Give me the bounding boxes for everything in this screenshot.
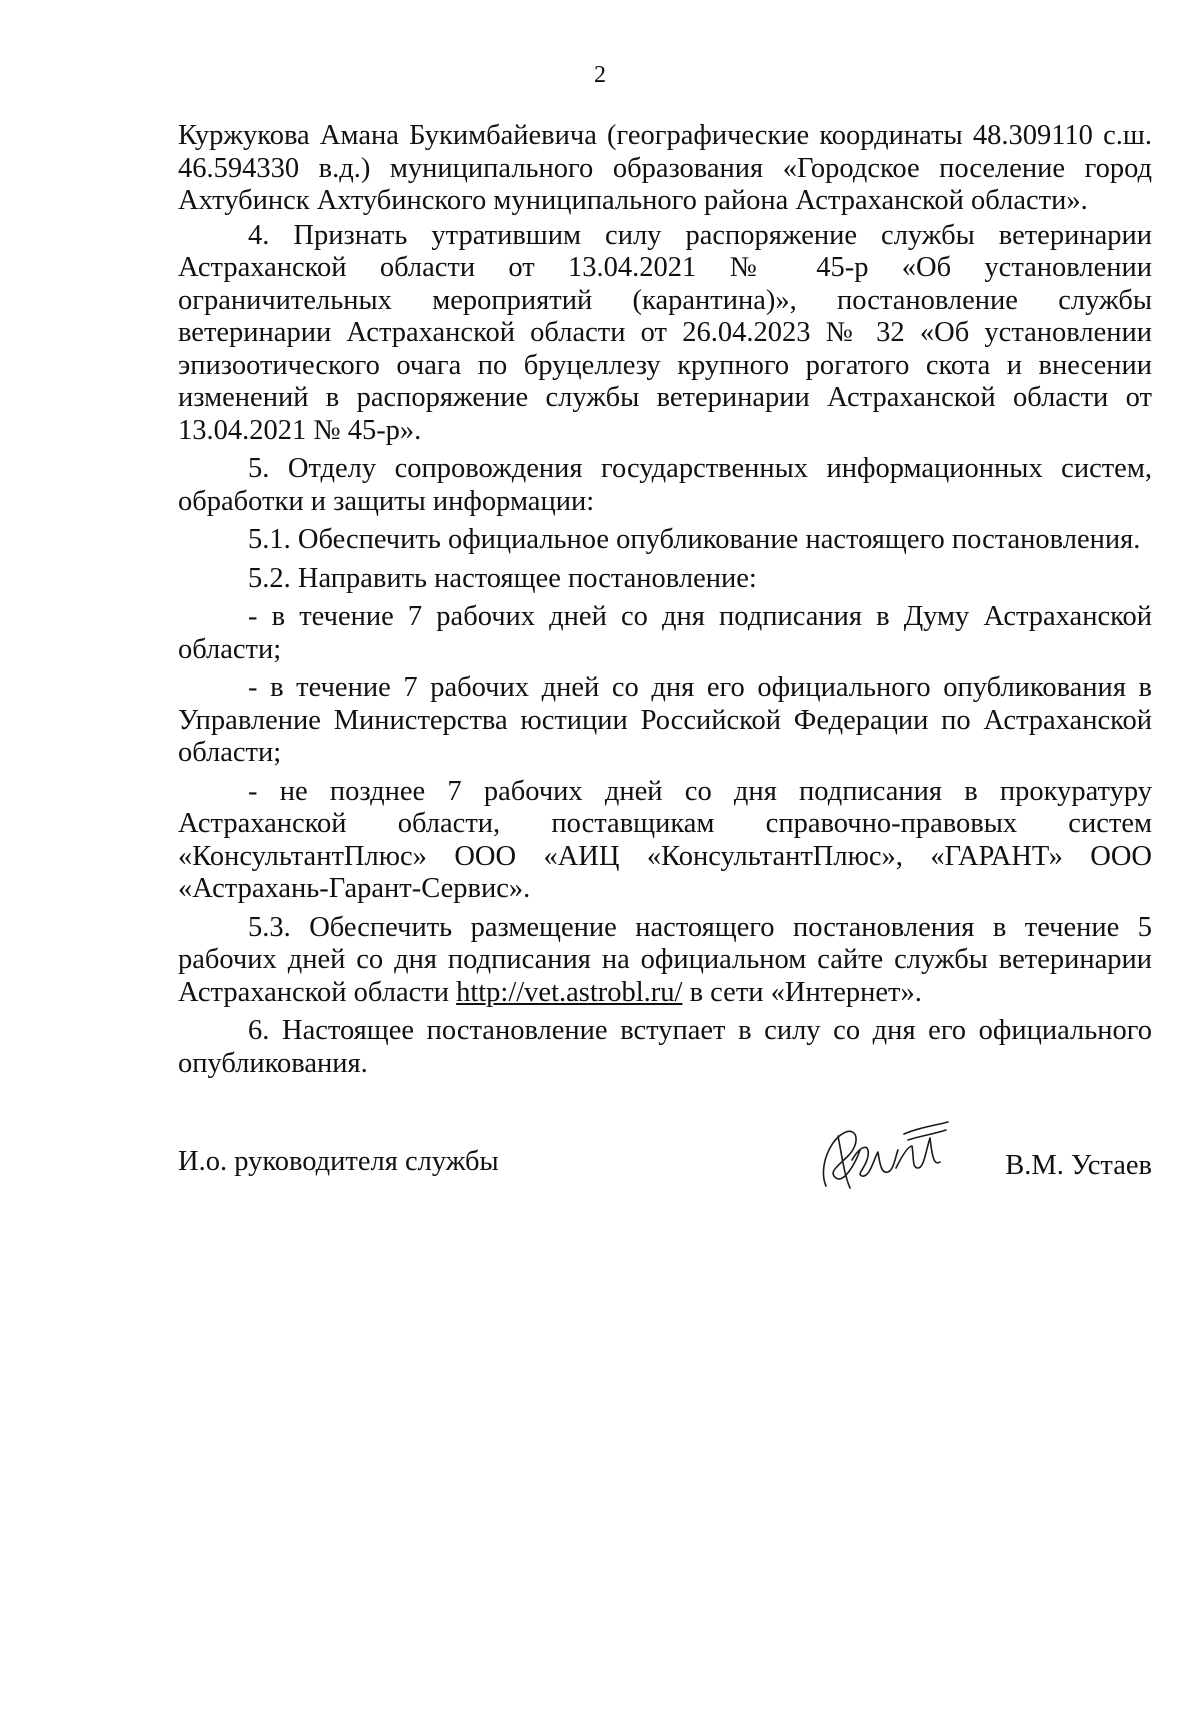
paragraph-6: 6. Настоящее постановление вступает в силу со дня его официального опубликования. [178,1015,1152,1079]
paragraph-continuation: Куржукова Амана Букимбайевича (географические координаты 48.309110 с.ш. 46.594330 в.д.) муниципального образования «Городское поселение город Ахтубинск Ахтубинского муниципального района Астраханской области». [178,120,1152,216]
handwritten-signature [808,1116,958,1206]
website-link[interactable]: http://vet.astrobl.ru/ [456,976,683,1008]
signature-block [178,1128,1152,1238]
document-body [178,120,1152,1080]
paragraph-5-3-tail: в сети «Интернет». [682,976,922,1008]
paragraph-5-2: 5.2. Направить настоящее постановление: [248,562,757,594]
signatory-title: И.о. руководителя службы [178,1146,499,1177]
page-number: 2 [594,62,606,88]
paragraph-5-3 [178,912,1152,1010]
paragraph-5-1: 5.1. Обеспечить официальное опубликование настоящего постановления. [248,524,1141,555]
paragraph-5-2-item-3: - не позднее 7 рабочих дней со дня подписания в прокуратуру Астраханской области, поставщикам справочно-правовых систем «КонсультантПлюс» ООО «АИЦ «КонсультантПлюс», «ГАРАНТ» ООО «Астрахань-Гарант-Сервис». [178,775,1152,904]
paragraph-5-2-item-1: - в течение 7 рабочих дней со дня подписания в Думу Астраханской области; [178,601,1152,665]
paragraph-5-3-text: 5.3. Обеспечить размещение настоящего постановления в течение 5 рабочих дней со дня подписания на официальном сайте службы ветеринарии Астраханской области [178,911,1152,1008]
paragraph-5: 5. Отделу сопровождения государственных информационных систем, обработки и защиты информации: [178,453,1152,517]
paragraph-4: 4. Признать утратившим силу распоряжение службы ветеринарии Астраханской области от 13.04.2021 № 45-р «Об установлении ограничительных мероприятий (карантина)», постановление службы ветеринарии Астраханской области от 26.04.2023 № 32 «Об установлении эпизоотического очага по бруцеллезу крупного рогатого скота и внесении изменений в распоряжение службы ветеринарии Астраханской области от 13.04.2021 № 45-р». [178,219,1152,446]
paragraph-5-2-item-2: - в течение 7 рабочих дней со дня его официального опубликования в Управление Министерства юстиции Российской Федерации по Астраханской области; [178,672,1152,768]
signatory-name: В.М. Устаев [1005,1150,1152,1181]
